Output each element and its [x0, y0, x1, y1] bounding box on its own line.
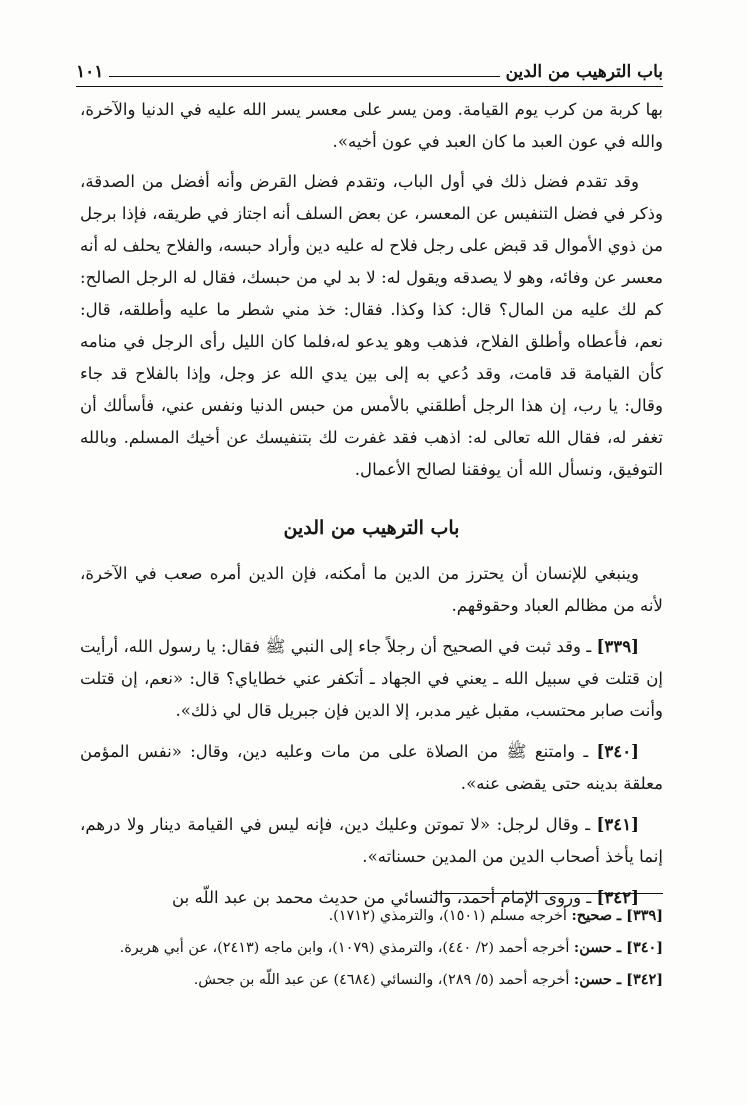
paragraph-continuation: بها كربة من كرب يوم القيامة. ومن يسر على معسر يسر الله عليه في الدنيا والآخرة، والله في عون العبد ما كان العبد في عون أخيه». — [80, 100, 663, 151]
footnote-text: أخرجه مسلم (١٥٠١)، والترمذي (١٧١٢). — [328, 908, 572, 924]
footnote-number: [٣٤٢] — [626, 971, 663, 988]
hadith-340 — [80, 735, 663, 800]
running-title: باب الترهيب من الدين — [505, 62, 663, 82]
footnote-342 — [80, 966, 663, 994]
footnote-grade: ـ حسن: — [573, 971, 627, 988]
footnote-339 — [80, 902, 663, 930]
hadith-text: ـ وقال لرجل: «لا تموتن وعليك دين، فإنه ليس في القيامة دينار ولا درهم، إنما يأخذ أصحاب الدين من المدين حسناته». — [80, 815, 663, 866]
footnote-340 — [80, 934, 663, 962]
footnote-number: [٣٣٩] — [626, 907, 663, 924]
main-text — [80, 94, 663, 914]
running-header — [76, 58, 663, 86]
footnote-text: أخرجه أحمد (٢/ ٤٤٠)، والترمذي (١٠٧٩)، وابن ماجه (٢٤١٣)، عن أبي هريرة. — [119, 940, 574, 956]
hadith-341 — [80, 808, 663, 873]
page-number: ١٠١ — [76, 62, 104, 82]
paragraph-intro: وينبغي للإنسان أن يحترز من الدين ما أمكنه، فإن الدين أمره صعب في الآخرة، لأنه من مظالم العباد وحقوقهم. — [80, 564, 663, 615]
header-rule — [109, 76, 499, 77]
footnote-grade: ـ صحيح: — [571, 907, 627, 924]
hadith-number: [٣٤١] — [596, 814, 639, 834]
footnote-separator — [433, 893, 663, 894]
section-title: باب الترهيب من الدين — [283, 517, 460, 539]
paragraph-story: وقد تقدم فضل ذلك في أول الباب، وتقدم فضل القرض وأنه أفضل من الصدقة، وذكر في فضل التنفيس عن المعسر، عن بعض السلف أنه اجتاز في طريقه، فإذا برجل من ذوي الأموال قد قبض على رجل فلاح له عليه دين وأراد حبسه، والفلاح يحلف له أنه معسر عن وفائه، وهو لا يصدقه ويقول له: لا بد لي من حبسك، فقال له الرجل الصالح: كم لك عليه من المال؟ قال: كذا وكذا. فقال: خذ مني شطر ما عليه وأطلقه، قال: نعم، فأعطاه وأطلق الفلاح، فذهب وهو يدعو له،فلما كان الليل رأى الرجل في منامه كأن القيامة قد قامت، وقد دُعي به إلى بين يدي الله عز وجل، وإذا بالفلاح قد جاء وقال: يا رب، إن هذا الرجل أطلقني بالأمس من حبس الدنيا ونفس عني، فأسألك أن تغفر له، فقال الله تعالى له: اذهب فقد غفرت لك بتنفيسك عن أخيك المسلم. وبالله التوفيق، ونسأل الله أن يوفقنا لصالح الأعمال. — [80, 172, 663, 479]
hadith-text: ـ وروى الإمام أحمد، والنسائي من حديث محمد بن عبد اللّه بن — [172, 888, 597, 907]
hadith-number: [٣٣٩] — [596, 636, 639, 656]
hadith-text: ـ وقد ثبت في الصحيح أن رجلاً جاء إلى النبي ﷺ فقال: يا رسول الله، أرأيت إن قتلت في سبيل الله ـ يعني في الجهاد ـ أتكفر عني خطاياي؟ قال: «نعم، إن قتلت وأنت صابر محتسب، مقبل غير مدبر، إلا الدين فإن جبريل قال لي ذلك». — [80, 637, 663, 720]
hadith-number: [٣٤٢] — [596, 887, 639, 907]
footnote-number: [٣٤٠] — [626, 939, 663, 956]
footnote-text: أخرجه أحمد (٥/ ٢٨٩)، والنسائي (٤٦٨٤) عن عبد اللّه بن جحش. — [193, 972, 574, 988]
footnote-grade: ـ حسن: — [573, 939, 627, 956]
hadith-339 — [80, 630, 663, 727]
footnotes — [80, 902, 663, 998]
header-divider — [76, 86, 663, 87]
hadith-number: [٣٤٠] — [596, 741, 639, 761]
hadith-text: ـ وامتنع ﷺ من الصلاة على من مات وعليه دين، وقال: «نفس المؤمن معلقة بدينه حتى يقضى عنه». — [80, 742, 663, 793]
